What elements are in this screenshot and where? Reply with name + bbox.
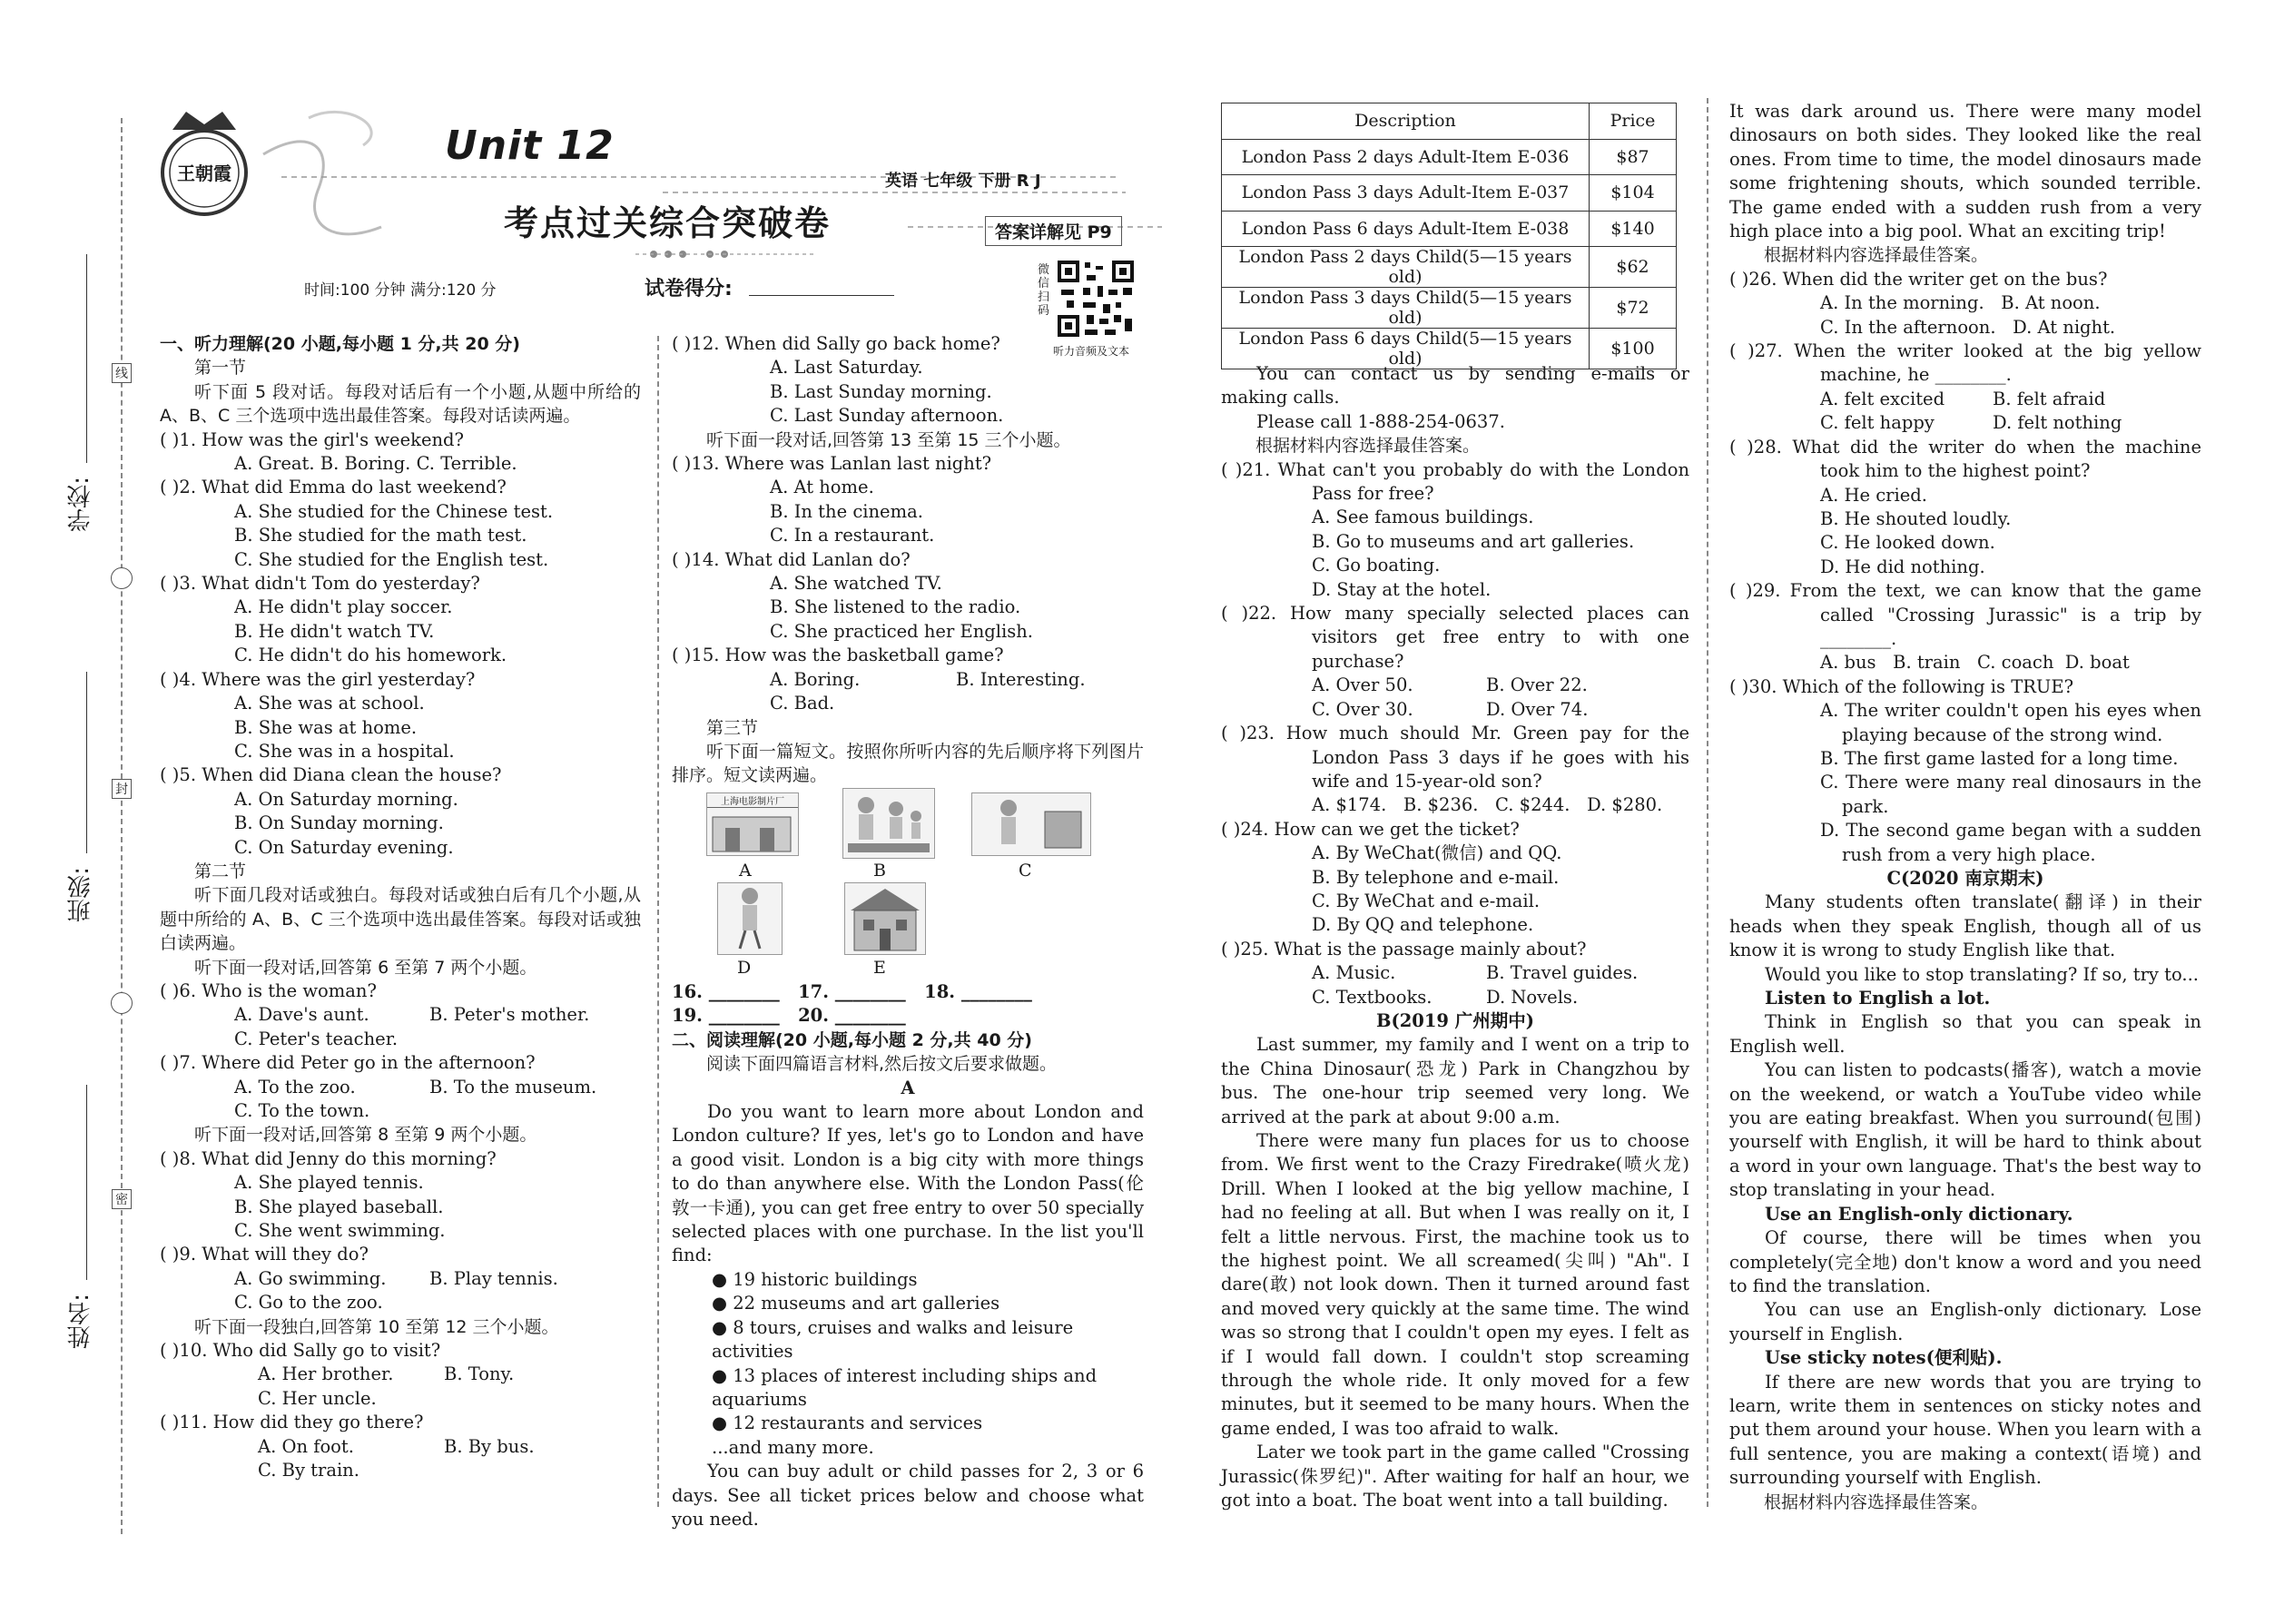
table-cell: $62	[1590, 247, 1677, 288]
picture-label: A	[739, 861, 752, 881]
option: A. At home.	[770, 477, 874, 498]
option: C. There were many real dinosaurs in the park.	[1820, 772, 2201, 817]
option: A. Last Saturday.	[770, 357, 923, 379]
options: A. $174. B. $236. C. $244. D. $280.	[1312, 794, 1663, 816]
passage-paragraph: Many students often translate(翻译) in their heads when they speak English, though all of us know it is wrong to study English like that.	[1729, 891, 2201, 961]
qr-caption: 听力音频及文本	[1053, 345, 1130, 358]
option: A. He cried.	[1820, 484, 1927, 506]
reading-column-4	[1729, 100, 2201, 1514]
question-6: ( )6. Who is the woman?	[160, 979, 377, 1001]
passage-paragraph: There were many fun places for us to choose from. We first went to the Crazy Firedrake(喷火龙) Drill. When I looked at the big yellow machine, I had no feeling at all. But when I was really on it, I felt a little nervous. First, the machine took us to the highest point. We all screamed(尖叫) "Ah". I dare(敢) not look down. Then it turned around fast and moved very quickly at the same time. The wind was so strong that I couldn't open my eyes. I felt as if I would fall down. I couldn't stop screaming through the whole ride. It only moved for a few minutes, but it seemed to be many hours. When the game ended, I was too afraid to walk.	[1221, 1130, 1689, 1439]
picture-label: C	[1019, 861, 1032, 881]
subheading: Use sticky notes(便利贴).	[1765, 1347, 2003, 1369]
question-24: ( )24. How can we get the ticket?	[1221, 818, 1520, 840]
answer-blanks: 16. ________ 17. ________ 18. ________	[672, 981, 1032, 1002]
score-blank	[749, 295, 894, 296]
passage-paragraph: Later we took part in the game called "Crossing Jurassic(侏罗纪)". After waiting for half an hour, we got into a boat. The boat went into a tall building.	[1221, 1442, 1689, 1511]
subheading: Listen to English a lot.	[1765, 988, 1991, 1009]
options: A. felt excited B. felt afraid	[1820, 388, 2106, 409]
table-cell: $87	[1590, 139, 1677, 175]
options: A. bus B. train C. coach D. boat	[1820, 652, 2130, 674]
binding-mark: 封	[112, 779, 132, 799]
instruction: 根据材料内容选择最佳答案。	[1764, 245, 1989, 266]
listening-column-1	[160, 332, 641, 1483]
answer-blanks: 19. ________ 20. ________	[672, 1005, 906, 1027]
picture-label: B	[873, 861, 886, 881]
options: A. Music. B. Travel guides.	[1312, 962, 1639, 984]
option: A. On Saturday morning.	[234, 788, 458, 810]
picture-a-cinema	[706, 792, 799, 856]
question-27: ( )27. When the writer looked at the big yellow machine, he ________.	[1729, 340, 2201, 386]
option: C. He looked down.	[1820, 532, 1995, 554]
options: A. Boring. B. Interesting.	[770, 668, 1086, 690]
option: C. By WeChat and e-mail.	[1312, 890, 1541, 911]
bullet-item: ● 8 tours, cruises and walks and leisure activities	[712, 1316, 1074, 1363]
column-2	[672, 332, 1144, 788]
passage-paragraph: If there are new words that you are trying to learn, write them in sentences on sticky notes and put them around your house. When you learn with a full sentence, you are making a context(语境) and surrounding yourself with English.	[1729, 1371, 2201, 1489]
option: A. She was at school.	[234, 693, 425, 714]
option: D. The second game began with a sudden rush from a very high place.	[1820, 820, 2201, 865]
question-21: ( )21. What can't you probably do with the London Pass for free?	[1221, 458, 1689, 505]
question-4: ( )4. Where was the girl yesterday?	[160, 668, 476, 690]
binding-hole	[111, 992, 133, 1014]
options: A. Great. B. Boring. C. Terrible.	[234, 453, 517, 475]
option: C. In a restaurant.	[770, 525, 935, 546]
option: C. She was in a hospital.	[234, 740, 455, 762]
passage-label: C(2020 南京期末)	[1886, 868, 2044, 889]
picture-label: E	[873, 958, 886, 978]
question-11: ( )11. How did they go there?	[160, 1412, 424, 1433]
logo	[154, 104, 254, 222]
options: A. Her brother. B. Tony.	[258, 1363, 515, 1385]
instruction: 听下面一篇短文。按照你所听内容的先后顺序将下列图片排序。短文读两遍。	[672, 741, 1144, 786]
options: A. Go swimming. B. Play tennis.	[234, 1267, 558, 1289]
instruction: 听下面一段对话,回答第 6 至第 7 两个小题。	[194, 957, 537, 978]
school-blank	[86, 254, 87, 463]
passage-paragraph: Do you want to learn more about London and London culture? If yes, let's go to London and have a good visit. London is a big city with more things to do than anywhere else. With the London Pass(伦敦一卡通), you can get free entry to over 50 specially selected places with one purchase. In the list you'll find:	[672, 1101, 1144, 1266]
options: C. Textbooks. D. Novels.	[1312, 986, 1579, 1008]
part-heading: 第三节	[706, 717, 759, 738]
option: B. In the cinema.	[770, 500, 923, 522]
passage-paragraph: Please call 1-888-254-0637.	[1256, 410, 1505, 432]
question-8: ( )8. What did Jenny do this morning?	[160, 1147, 497, 1169]
picture-b-family	[842, 788, 935, 859]
instruction: 听下面几段对话或独白。每段对话或独白后有几个小题,从题中所给的 A、B、C 三个选项中选出最佳答案。每段对话或独白读两遍。	[160, 885, 641, 954]
options: A. Over 50. B. Over 22.	[1312, 674, 1588, 696]
picture-label: D	[737, 958, 752, 978]
section-heading: 一、听力理解(20 小题,每小题 1 分,共 20 分)	[160, 334, 520, 354]
passage-paragraph: You can use an English-only dictionary. Lose yourself in English.	[1729, 1299, 2201, 1344]
table-row	[1222, 288, 1677, 329]
question-25: ( )25. What is the passage mainly about?	[1221, 938, 1587, 960]
passage-paragraph: ...and many more.	[712, 1436, 874, 1458]
question-30: ( )30. Which of the following is TRUE?	[1729, 675, 2074, 697]
option: C. Go to the zoo.	[234, 1292, 383, 1314]
option: A. He didn't play soccer.	[234, 596, 453, 618]
column-header: Description	[1222, 103, 1590, 140]
binding-hole	[111, 567, 133, 589]
question-22: ( )22. How many specially selected places can visitors get free entry to with one purchase?	[1221, 603, 1689, 672]
column-divider	[657, 336, 659, 1507]
option: C. Her uncle.	[258, 1387, 377, 1409]
part-heading: 第一节	[194, 358, 247, 379]
name-blank	[86, 1085, 87, 1280]
option: B. She played baseball.	[234, 1196, 444, 1217]
option: B. She was at home.	[234, 716, 418, 738]
option: C. Peter's teacher.	[234, 1028, 399, 1049]
table-row	[1222, 247, 1677, 288]
table-row	[1222, 175, 1677, 212]
picture-e-building	[844, 882, 926, 955]
option: C. On Saturday evening.	[234, 836, 454, 858]
option: C. Go boating.	[1312, 555, 1441, 576]
option: C. By train.	[258, 1460, 359, 1481]
table-cell: London Pass 3 days Adult-Item E-037	[1222, 175, 1590, 212]
options: C. In the afternoon. D. At night.	[1820, 316, 2116, 338]
bullet-item: ● 12 restaurants and services	[712, 1412, 983, 1434]
table-cell: $100	[1590, 329, 1677, 369]
question-29: ( )29. From the text, we can know that the game called "Crossing Jurassic" is a trip by ________.	[1729, 580, 2201, 649]
question-9: ( )9. What will they do?	[160, 1244, 369, 1265]
question-28: ( )28. What did the writer do when the machine took him to the highest point?	[1729, 436, 2201, 482]
logo-text: 王朝霞	[177, 162, 231, 184]
school-label: 学校:	[67, 477, 94, 532]
answer-ref: 答案详解见 P9	[985, 216, 1122, 246]
option: B. She listened to the radio.	[770, 596, 1021, 618]
passage-paragraph: You can contact us by sending e-mails or making calls.	[1221, 363, 1689, 408]
question-7: ( )7. Where did Peter go in the afternoon?	[160, 1052, 536, 1074]
option: A. She played tennis.	[234, 1172, 424, 1194]
option: D. He did nothing.	[1820, 556, 1985, 577]
bullet-item: ● 22 museums and art galleries	[712, 1293, 1000, 1314]
price-table	[1221, 103, 1677, 369]
passage-paragraph: Think in English so that you can speak in English well.	[1729, 1011, 2201, 1057]
option: B. He shouted loudly.	[1820, 507, 2012, 529]
column-divider	[1707, 98, 1708, 1507]
passage-paragraph: Would you like to stop translating? If so, try to...	[1765, 963, 2199, 985]
picture-d-boy	[717, 882, 783, 955]
option: C. She went swimming.	[234, 1220, 446, 1242]
table-cell: $72	[1590, 288, 1677, 329]
question-2: ( )2. What did Emma do last weekend?	[160, 477, 507, 498]
option: B. She studied for the math test.	[234, 525, 527, 546]
table-cell: London Pass 2 days Child(5—15 years old)	[1222, 247, 1590, 288]
option: C. Last Sunday afternoon.	[770, 405, 1004, 427]
time-info: 时间:100 分钟 满分:120 分	[304, 281, 497, 300]
table-header-row	[1222, 103, 1677, 140]
question-23: ( )23. How much should Mr. Green pay for the London Pass 3 days if he goes with his wife and 15-year-old son?	[1221, 723, 1689, 792]
subject-info: 英语 七年级 下册 R J	[885, 172, 1041, 191]
options: A. Dave's aunt. B. Peter's mother.	[234, 1004, 590, 1026]
options: C. felt happy D. felt nothing	[1820, 412, 2122, 434]
options: A. To the zoo. B. To the museum.	[234, 1076, 597, 1097]
table-cell: London Pass 6 days Adult-Item E-038	[1222, 211, 1590, 247]
section-heading: 二、阅读理解(20 小题,每小题 2 分,共 40 分)	[672, 1029, 1032, 1050]
option: B. He didn't watch TV.	[234, 620, 435, 642]
option: C. She practiced her English.	[770, 620, 1033, 642]
option: A. She studied for the Chinese test.	[234, 500, 554, 522]
instruction: 听下面一段对话,回答第 8 至第 9 两个小题。	[194, 1125, 537, 1146]
passage-label: B(2019 广州期中)	[1376, 1009, 1534, 1031]
question-26: ( )26. When did the writer get on the bus?	[1729, 268, 2108, 290]
picture-c-cooking	[971, 792, 1091, 856]
instruction: 听下面一段独白,回答第 10 至第 12 三个小题。	[194, 1316, 559, 1337]
binding-mark: 密	[112, 1189, 132, 1209]
binding-line	[121, 118, 123, 1534]
option: A. The writer couldn't open his eyes when playing because of the strong wind.	[1820, 700, 2201, 745]
question-14: ( )14. What did Lanlan do?	[672, 548, 911, 570]
passage-paragraph: You can listen to podcasts(播客), watch a movie on the weekend, or watch a YouTube video while you are eating breakfast. When you surround(包围) yourself with English, it will be hard to think about a word in your own language. That's the best way to stop translating in your head.	[1729, 1059, 2201, 1201]
instruction: 听下面 5 段对话。每段对话后有一个小题,从题中所给的 A、B、C 三个选项中选出最佳答案。每段对话读两遍。	[160, 381, 641, 427]
page-title: 考点过关综合突破卷	[504, 203, 832, 243]
question-13: ( )13. Where was Lanlan last night?	[672, 453, 992, 475]
option: A. By WeChat(微信) and QQ.	[1312, 842, 1562, 864]
option: C. She studied for the English test.	[234, 548, 549, 570]
table-cell: $104	[1590, 175, 1677, 212]
option: B. On Sunday morning.	[234, 812, 444, 834]
passage-label: A	[901, 1077, 915, 1098]
score-label: 试卷得分:	[645, 278, 733, 300]
option: B. The first game lasted for a long time.	[1820, 747, 2179, 769]
options: A. On foot. B. By bus.	[258, 1435, 535, 1457]
option: B. Go to museums and art galleries.	[1312, 530, 1635, 552]
bullet-item: ● 13 places of interest including ships and aquariums	[712, 1364, 1098, 1410]
table-row	[1222, 211, 1677, 247]
cinema-sign: 上海电影制片厂	[707, 793, 798, 808]
instruction: 根据材料内容选择最佳答案。	[1255, 436, 1481, 457]
option: C. He didn't do his homework.	[234, 645, 507, 666]
options: C. Over 30. D. Over 74.	[1312, 698, 1589, 720]
name-label: 姓名:	[67, 1294, 94, 1349]
option: C. To the town.	[234, 1100, 370, 1121]
question-1: ( )1. How was the girl's weekend?	[160, 428, 464, 450]
instruction: 听下面一段对话,回答第 13 至第 15 三个小题。	[706, 429, 1071, 450]
instruction: 阅读下面四篇语言材料,然后按文后要求做题。	[706, 1054, 1058, 1075]
table-cell: $140	[1590, 211, 1677, 247]
instruction: 根据材料内容选择最佳答案。	[1764, 1491, 1989, 1512]
passage-paragraph: It was dark around us. There were many model dinosaurs on both sides. They looked like the real ones. From time to time, the model dinosaurs made some frightening shouts, which sounded terrible. The game ended with a sudden rush from a very high place into a big pool. What an exciting trip!	[1729, 101, 2201, 242]
passage-paragraph: Last summer, my family and I went on a trip to the China Dinosaur(恐龙) Park in Changzhou by bus. The one-hour trip seemed very long. We arrived at the park at about 9:00 a.m.	[1221, 1034, 1689, 1127]
option: C. Bad.	[770, 693, 835, 714]
qr-side-text: 微信扫码	[1038, 263, 1050, 318]
subheading: Use an English-only dictionary.	[1765, 1203, 2073, 1225]
passage-paragraph: You can buy adult or child passes for 2, 3 or 6 days. See all ticket prices below and choose what you need.	[672, 1461, 1144, 1530]
option: A. She watched TV.	[770, 573, 942, 595]
question-3: ( )3. What didn't Tom do yesterday?	[160, 573, 480, 595]
class-blank	[86, 672, 87, 853]
table-cell: London Pass 2 days Adult-Item E-036	[1222, 139, 1590, 175]
column-2-lower	[672, 980, 1144, 1531]
question-10: ( )10. Who did Sally go to visit?	[160, 1340, 441, 1362]
passage-paragraph: Of course, there will be times when you completely(完全地) don't know a word and you need to find the translation.	[1729, 1227, 2201, 1296]
table-row	[1222, 139, 1677, 175]
column-header: Price	[1590, 103, 1677, 140]
question-15: ( )15. How was the basketball game?	[672, 645, 1004, 666]
bullet-item: ● 19 historic buildings	[712, 1268, 918, 1290]
option: B. By telephone and e-mail.	[1312, 866, 1560, 888]
option: B. Last Sunday morning.	[770, 380, 992, 402]
question-12: ( )12. When did Sally go back home?	[672, 333, 1000, 354]
option: D. Stay at the hotel.	[1312, 578, 1492, 600]
binding-mark: 线	[112, 363, 132, 383]
table-cell: London Pass 6 days Child(5—15 years old)	[1222, 329, 1590, 369]
question-5: ( )5. When did Diana clean the house?	[160, 764, 502, 786]
unit-title: Unit 12	[445, 123, 615, 169]
qr-code-icon	[1056, 259, 1136, 339]
table-cell: London Pass 3 days Child(5—15 years old)	[1222, 288, 1590, 329]
part-heading: 第二节	[194, 861, 247, 881]
option: D. By QQ and telephone.	[1312, 914, 1534, 936]
option: A. See famous buildings.	[1312, 507, 1534, 528]
options: A. In the morning. B. At noon.	[1820, 292, 2101, 314]
class-label: 班级:	[67, 867, 94, 922]
reading-column-3	[1221, 362, 1689, 1513]
